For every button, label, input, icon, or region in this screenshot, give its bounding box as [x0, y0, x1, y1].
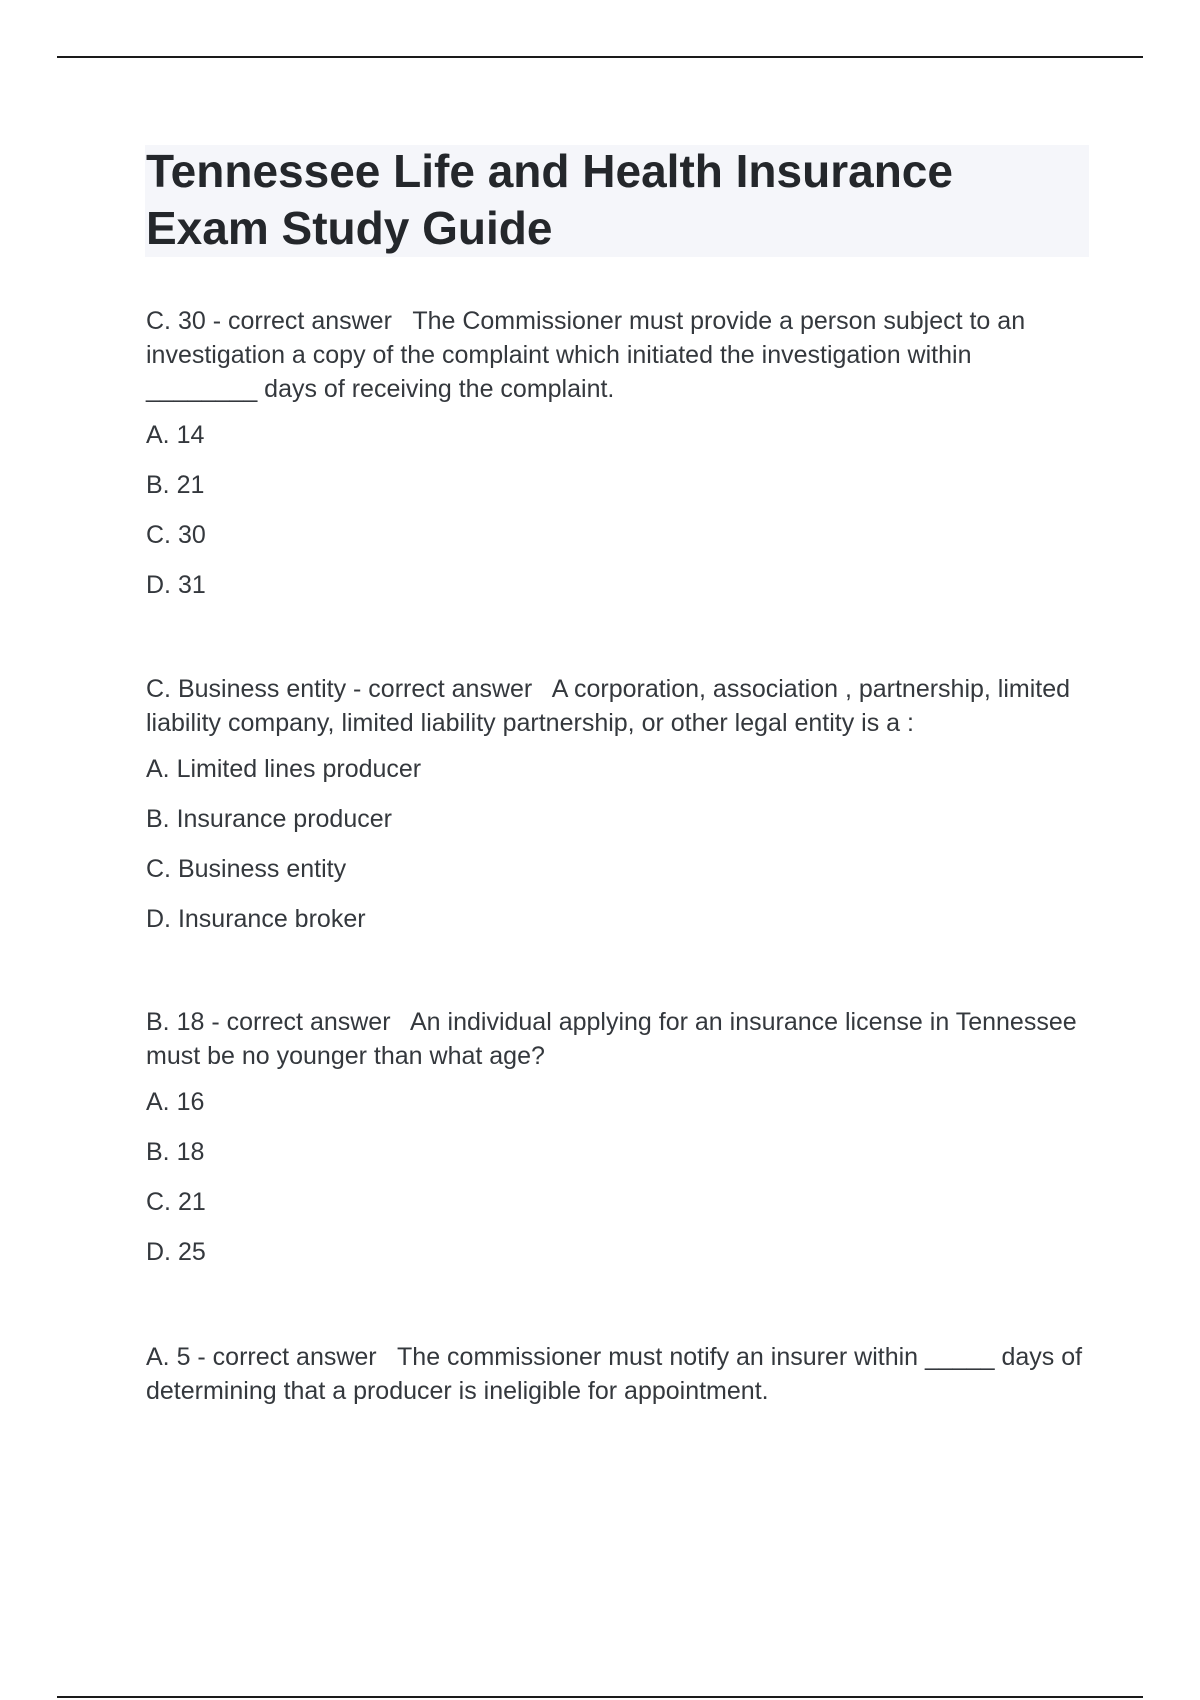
option-c: C. 30 [146, 521, 206, 549]
question-prompt: The Commissioner must provide a person subject to an investigation a copy of the complaint which initiated the investigation within ________ days of receiving the complaint. [146, 307, 1026, 403]
option-c: C. 21 [146, 1188, 206, 1216]
question-prompt: A corporation, association , partnership, limited liability company, limited liability partnership, or other legal entity is a : [146, 675, 1071, 737]
option-b: B. Insurance producer [146, 805, 392, 833]
answer-options [146, 420, 1096, 600]
correct-answer-prefix: C. Business entity - correct answer [146, 675, 533, 703]
question-prompt: An individual applying for an insurance license in Tennessee must be no younger than what age? [146, 1008, 1077, 1070]
answer-options [146, 754, 1096, 934]
option-b: B. 18 [146, 1138, 205, 1166]
footer-rule [57, 1696, 1143, 1698]
question-block [146, 1005, 1096, 1267]
option-b: B. 21 [146, 471, 205, 499]
question-block [146, 304, 1096, 600]
page-title: Tennessee Life and Health Insurance Exam Study Guide [146, 145, 953, 254]
option-c: C. Business entity [146, 855, 347, 883]
correct-answer-prefix: A. 5 - correct answer [146, 1343, 377, 1371]
question-prompt: The commissioner must notify an insurer within _____ days of determining that a producer is ineligible for appointment. [146, 1343, 1083, 1405]
question-text [146, 1340, 1086, 1408]
option-a: A. Limited lines producer [146, 755, 422, 783]
answer-options [146, 1087, 1096, 1267]
question-block [146, 1340, 1096, 1408]
option-a: A. 14 [146, 421, 205, 449]
option-a: A. 16 [146, 1088, 205, 1116]
question-text [146, 304, 1086, 406]
option-d: D. Insurance broker [146, 905, 366, 933]
option-d: D. 31 [146, 571, 206, 599]
question-text [146, 672, 1086, 740]
correct-answer-prefix: B. 18 - correct answer [146, 1008, 391, 1036]
question-text [146, 1005, 1086, 1073]
header-rule [57, 56, 1143, 58]
option-d: D. 25 [146, 1238, 206, 1266]
question-block [146, 672, 1096, 934]
correct-answer-prefix: C. 30 - correct answer [146, 307, 392, 335]
